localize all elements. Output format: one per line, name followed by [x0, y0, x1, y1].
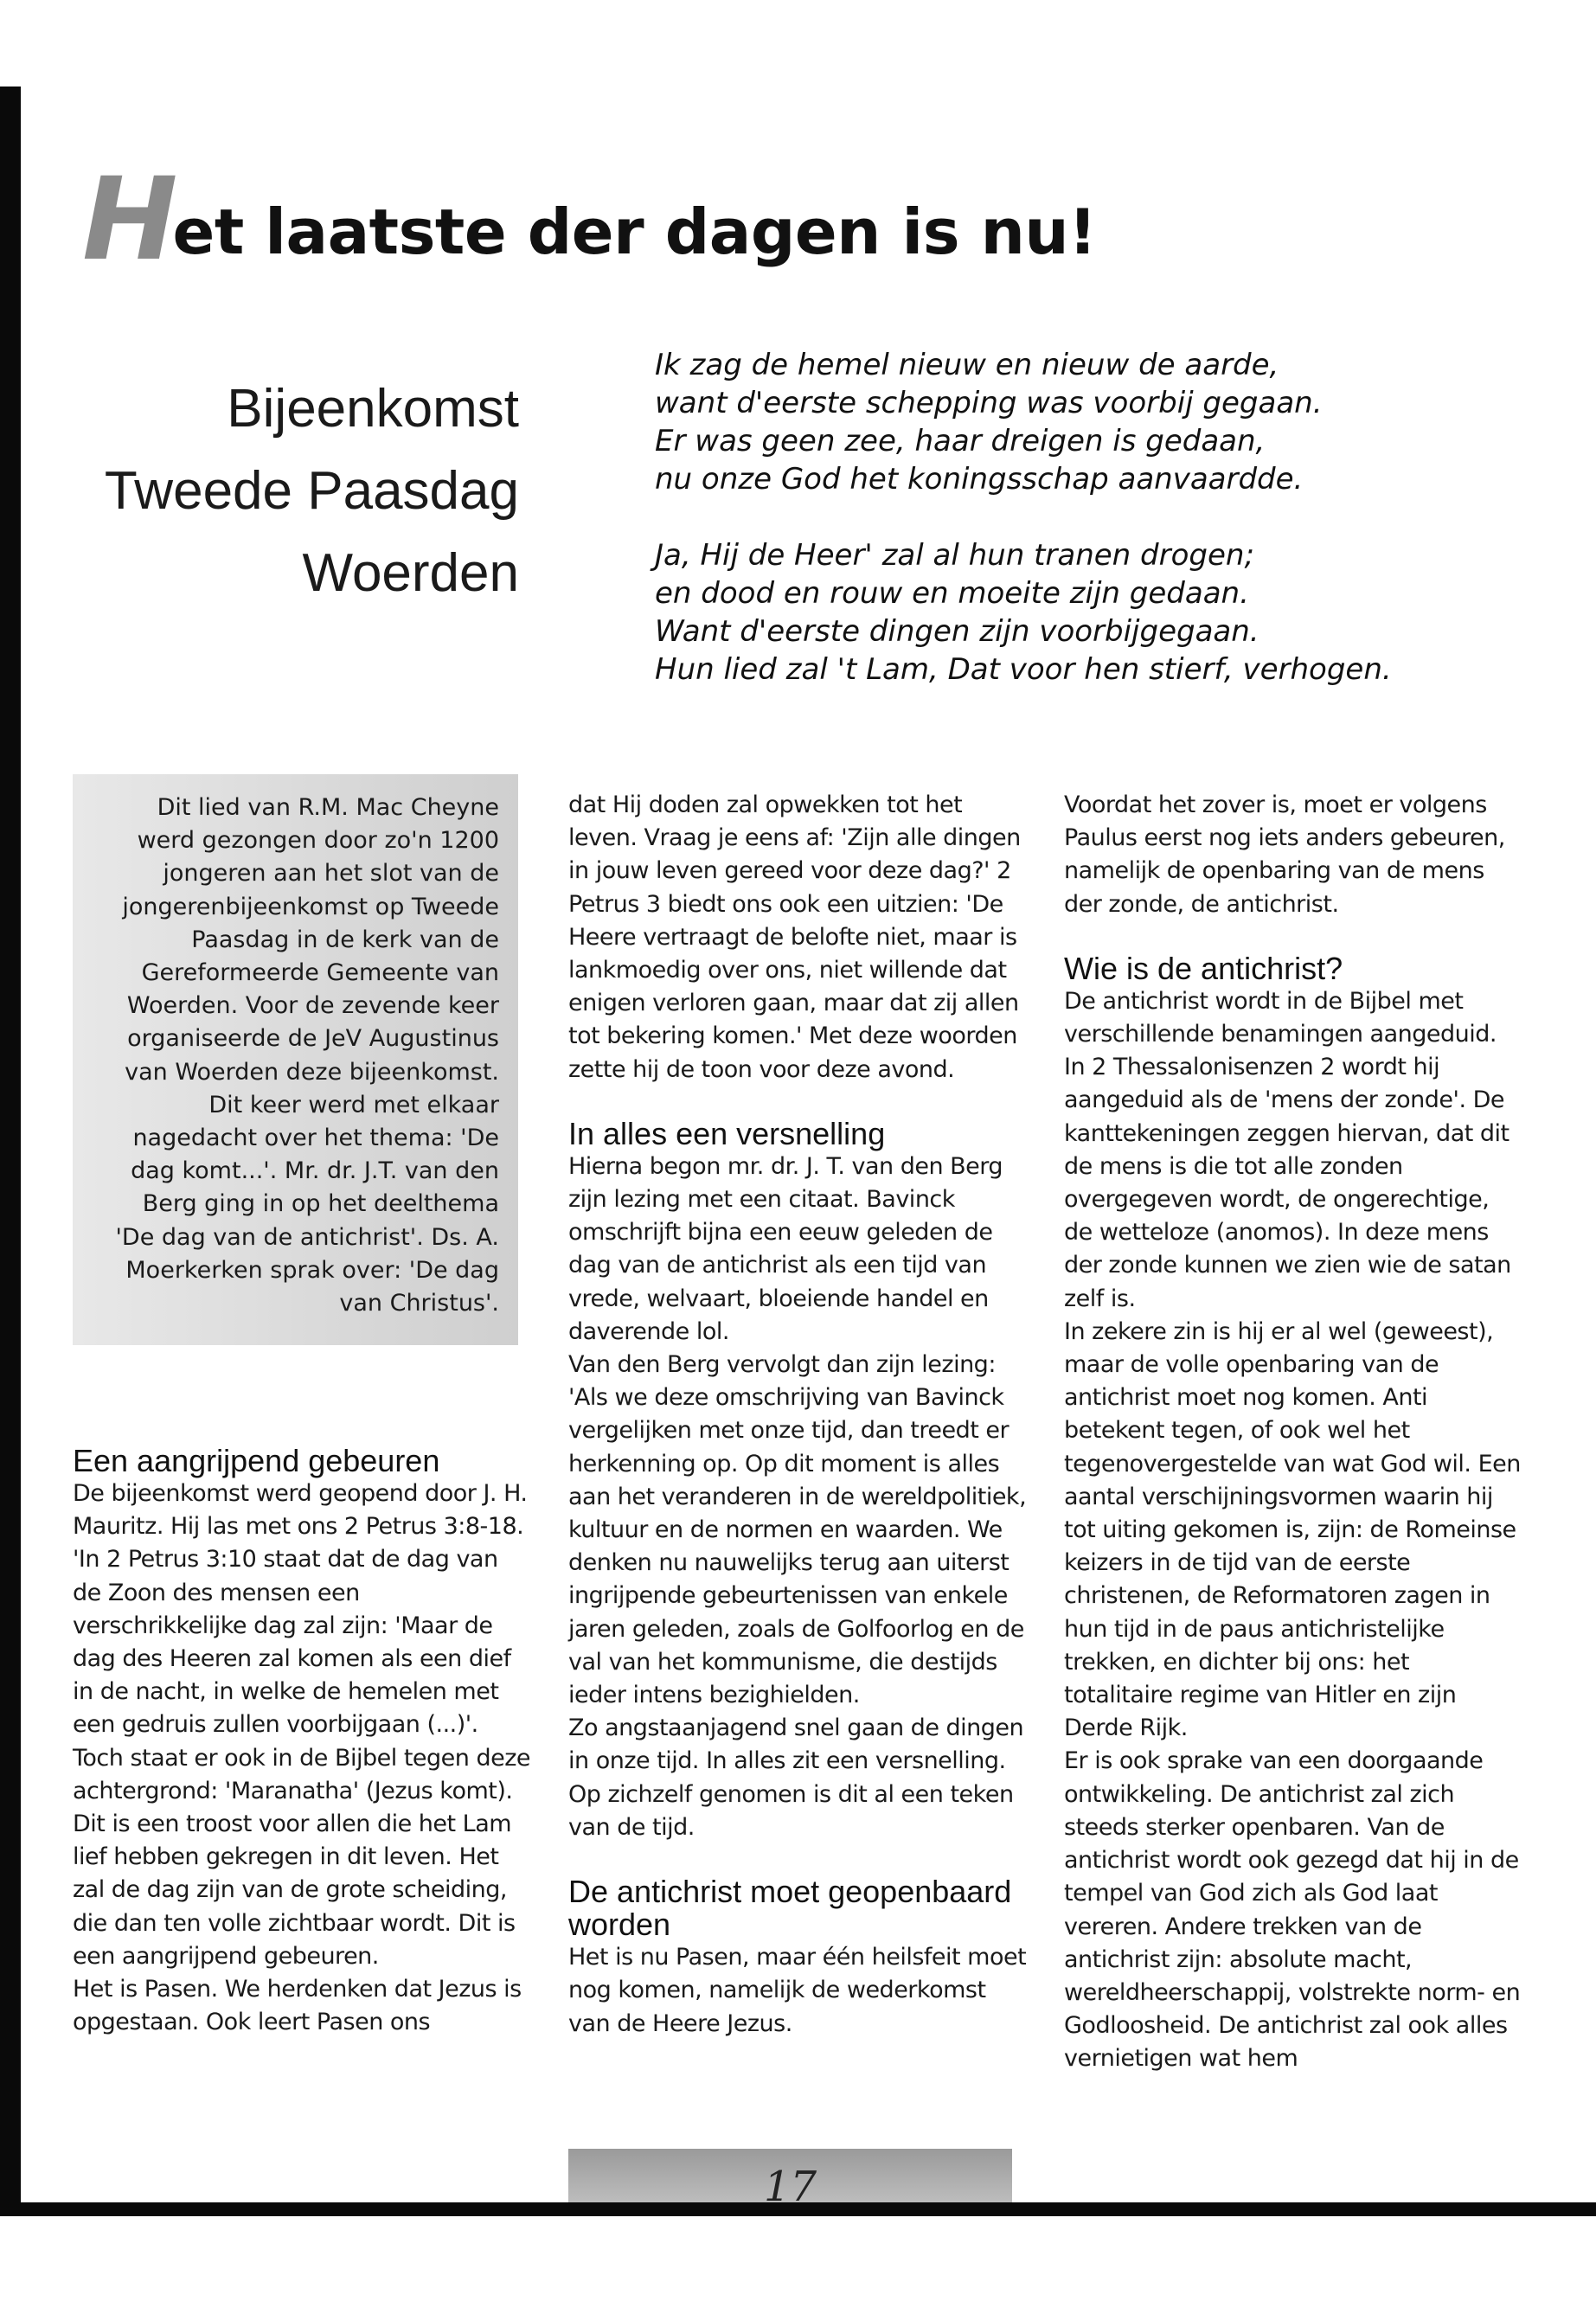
poem-stanza	[655, 536, 1554, 689]
paragraph: Zo angstaanjagend snel gaan de dingen in onze tijd. In alles zit een versnelling. Op zichzelf genomen is dit al een teken van de tijd.	[568, 1715, 1024, 1841]
poem-line: Want d'eerste dingen zijn voorbijgegaan.	[655, 614, 1259, 649]
section-heading: In alles een versnelling	[568, 1115, 886, 1151]
intro-text: Dit lied van R.M. Mac Cheyne werd gezongen door zo'n 1200 jongeren aan het slot van de jongerenbijeenkomst op Tweede Paasdag in de kerk van de Gereformeerde Gemeente van Woerden. Voor de zevende keer organiseerde de JeV Augustinus van Woerden deze bijeenkomst. Dit keer werd met elkaar nagedacht over het thema: 'De dag komt...'. Mr. dr. J.T. van den Berg ging in op het deelthema 'De dag van de antichrist'. Ds. A. Moerkerken sprak over: 'De dag van Christus'.	[115, 794, 499, 1317]
poem-line: want d'eerste schepping was voorbij gegaan.	[655, 386, 1323, 420]
title-text: et laatste der dagen is nu!	[172, 195, 1097, 268]
subtitle-line: Bijeenkomst	[227, 379, 519, 439]
subtitle-line: Tweede Paasdag	[104, 461, 519, 521]
column-3	[1064, 789, 1522, 2076]
page-number-bar	[568, 2149, 1012, 2202]
paragraph: In zekere zin is hij er al wel (geweest), maar de volle openbaring van de antichrist moet nog komen. Anti betekent tegen, of ook wel het tegenovergestelde van wat God wil. Een aantal verschijningsvormen waarin hij tot uiting gekomen is, zijn: de Romeinse keizers in de tijd van de eerste christenen, de Reformatoren zagen in hun tijd in de paus antichristelijke trekken, en dichter bij ons: het totalitaire regime van Hitler en zijn Derde Rijk.	[1064, 1317, 1521, 1742]
paragraph: De bijeenkomst werd geopend door J. H. Mauritz. Hij las met ons 2 Petrus 3:8-18. 'In 2 Petrus 3:10 staat dat de dag van de Zoon des mensen een verschrikkelijke dag zal zijn: 'Maar de dag des Heeren zal komen als een dief in de nacht, in welke de hemelen met een gedruis zullen voorbijgaan (...)'. Toch staat er ook in de Bijbel tegen deze achtergrond: 'Maranatha' (Jezus komt). Dit is een troost voor allen die het Lam lief hebben gekregen in dit leven. Het zal de dag zijn van de grote scheiding, die dan ten volle zichtbaar wordt. Dit is een aangrijpend gebeuren.	[73, 1480, 530, 1970]
column-2	[568, 789, 1027, 2041]
scan-edge-left	[0, 87, 21, 2206]
paragraph: Er is ook sprake van een doorgaande ontwikkeling. De antichrist zal zich steeds sterker openbaren. Van de antichrist wordt ook gezegd dat hij in de tempel van God zich als God laat vereren. Andere trekken van de antichrist zijn: absolute macht, wereldheerschappij, volstrekte norm- en Godloosheid. De antichrist zal ook alles vernietigen wat hem	[1064, 1747, 1521, 2073]
poem	[655, 346, 1554, 727]
paragraph: Het is nu Pasen, maar één heilsfeit moet nog komen, namelijk de wederkomst van de Heere Jezus.	[568, 1944, 1027, 2037]
poem-stanza	[655, 346, 1554, 498]
subtitle-line: Woerden	[302, 543, 519, 603]
column-1	[73, 1445, 531, 2039]
poem-line: Er was geen zee, haar dreigen is gedaan,	[655, 424, 1266, 458]
poem-line: en dood en rouw en moeite zijn gedaan.	[655, 576, 1249, 611]
scan-edge-bottom	[0, 2202, 1596, 2216]
intro-box	[73, 774, 518, 1345]
page-number: 17	[763, 2163, 817, 2202]
paragraph: Het is Pasen. We herdenken dat Jezus is opgestaan. Ook leert Pasen ons	[73, 1976, 522, 2036]
event-subtitle	[52, 368, 519, 614]
section-heading: De antichrist moet geopenbaard worden	[568, 1874, 1012, 1943]
paragraph: Hierna begon mr. dr. J. T. van den Berg zijn lezing met een citaat. Bavinck omschrijft bijna een eeuw geleden de dag van de antichrist als een tijd van vrede, welvaart, bloeiende handel en daverende lol.	[568, 1152, 1003, 1345]
article-title	[82, 153, 1097, 286]
poem-line: Ja, Hij de Heer' zal al hun tranen drogen;	[655, 538, 1254, 573]
paragraph: dat Hij doden zal opwekken tot het leven. Vraag je eens af: 'Zijn alle dingen in jouw leven gereed voor deze dag?' 2 Petrus 3 biedt ons ook een uitzien: 'De Heere vertraagt de belofte niet, maar is lankmoedig over ons, niet willende dat enigen verloren gaan, maar dat zij allen tot bekering komen.' Met deze woorden zette hij de toon voor deze avond.	[568, 792, 1021, 1083]
poem-line: Ik zag de hemel nieuw en nieuw de aarde,	[655, 348, 1279, 382]
section-heading: Wie is de antichrist?	[1064, 950, 1343, 986]
poem-line: nu onze God het koningsschap aanvaardde.	[655, 462, 1304, 497]
paragraph: De antichrist wordt in de Bijbel met verschillende benamingen aangeduid. In 2 Thessalonisenzen 2 wordt hij aangeduid als de 'mens der zonde'. De kanttekeningen zeggen hiervan, dat dit de mens is die tot alle zonden overgegeven wordt, de ongerechtige, de wetteloze (anomos). In deze mens der zonde kunnen we zien wie de satan zelf is.	[1064, 987, 1511, 1312]
title-drop-cap: H	[82, 153, 176, 286]
poem-line: Hun lied zal 't Lam, Dat voor hen stierf, verhogen.	[655, 652, 1392, 687]
paragraph: Van den Berg vervolgt dan zijn lezing: 'Als we deze omschrijving van Bavinck vergelijken met onze tijd, dan treedt er herkenning op. Op dit moment is alles aan het veranderen in de wereldpolitiek, kultuur en de normen en waarden. We denken nu nauwelijks terug aan uiterst ingrijpende gebeurtenissen van enkele jaren geleden, zoals de Golfoorlog en de val van het kommunisme, die destijds ieder intens bezighielden.	[568, 1351, 1027, 1709]
paragraph: Voordat het zover is, moet er volgens Paulus eerst nog iets anders gebeuren, namelijk de openbaring van de mens der zonde, de antichrist.	[1064, 792, 1505, 918]
section-heading: Een aangrijpend gebeuren	[73, 1443, 440, 1478]
